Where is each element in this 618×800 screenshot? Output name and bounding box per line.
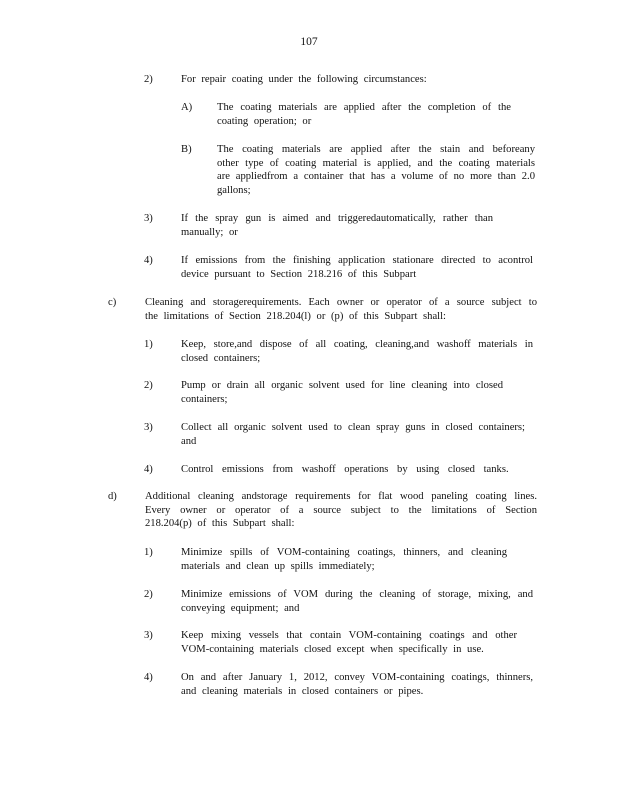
item-text: The coating materials are applied after the completion of the coating operation; or [217, 102, 511, 127]
item-label: A) [181, 102, 193, 113]
item-label: 2) [144, 74, 153, 85]
item-text: Minimize emissions of VOM during the cleaning of storage, mixing, and conveying equipment; and [181, 589, 533, 614]
item-label: 2) [144, 589, 153, 600]
item-label: 4) [144, 255, 153, 266]
item-label: 4) [144, 672, 153, 683]
item-text: Keep mixing vessels that contain VOM-containing coatings and other VOM-containing materials closed except when specifically in use. [181, 630, 517, 655]
item-label: 3) [144, 213, 153, 224]
item-text: Pump or drain all organic solvent used for line cleaning into closed containers; [181, 380, 503, 405]
item-text: On and after January 1, 2012, convey VOM-containing coatings, thinners, and cleaning materials in closed containers or pipes. [181, 672, 533, 697]
item-label: 1) [144, 339, 153, 350]
item-text: Minimize spills of VOM-containing coatings, thinners, and cleaning materials and clean up spills immediately; [181, 547, 507, 572]
item-text: The coating materials are applied after the stain and beforeany other type of coating material is applied, and the coating materials are appliedfrom a container that has a volume of no more than 2.0 gallons; [217, 144, 535, 196]
item-text: If the spray gun is aimed and triggeredautomatically, rather than manually; or [181, 213, 493, 238]
item-label: 1) [144, 547, 153, 558]
item-label: B) [181, 144, 192, 155]
section-text: Cleaning and storagerequirements. Each owner or operator of a source subject to the limitations of Section 218.204(l) or (p) of this Subpart shall: [145, 297, 537, 322]
item-text: Control emissions from washoff operations by using closed tanks. [181, 464, 509, 475]
item-text: For repair coating under the following circumstances: [181, 74, 427, 85]
item-label: 3) [144, 422, 153, 433]
item-label: 3) [144, 630, 153, 641]
item-label: 4) [144, 464, 153, 475]
item-label: 2) [144, 380, 153, 391]
item-text: Collect all organic solvent used to clean spray guns in closed containers; and [181, 422, 525, 447]
item-text: If emissions from the finishing application stationare directed to acontrol device pursuant to Section 218.216 of this Subpart [181, 255, 533, 280]
item-text: Keep, store,and dispose of all coating, cleaning,and washoff materials in closed containers; [181, 339, 533, 364]
section-text: Additional cleaning andstorage requirements for flat wood paneling coating lines. Every owner or operator of a source subject to the limitations of Section 218.204(p) of this Subpart shall: [145, 491, 537, 530]
page-number: 107 [300, 36, 318, 48]
section-label: c) [108, 297, 117, 308]
section-label: d) [108, 491, 117, 502]
